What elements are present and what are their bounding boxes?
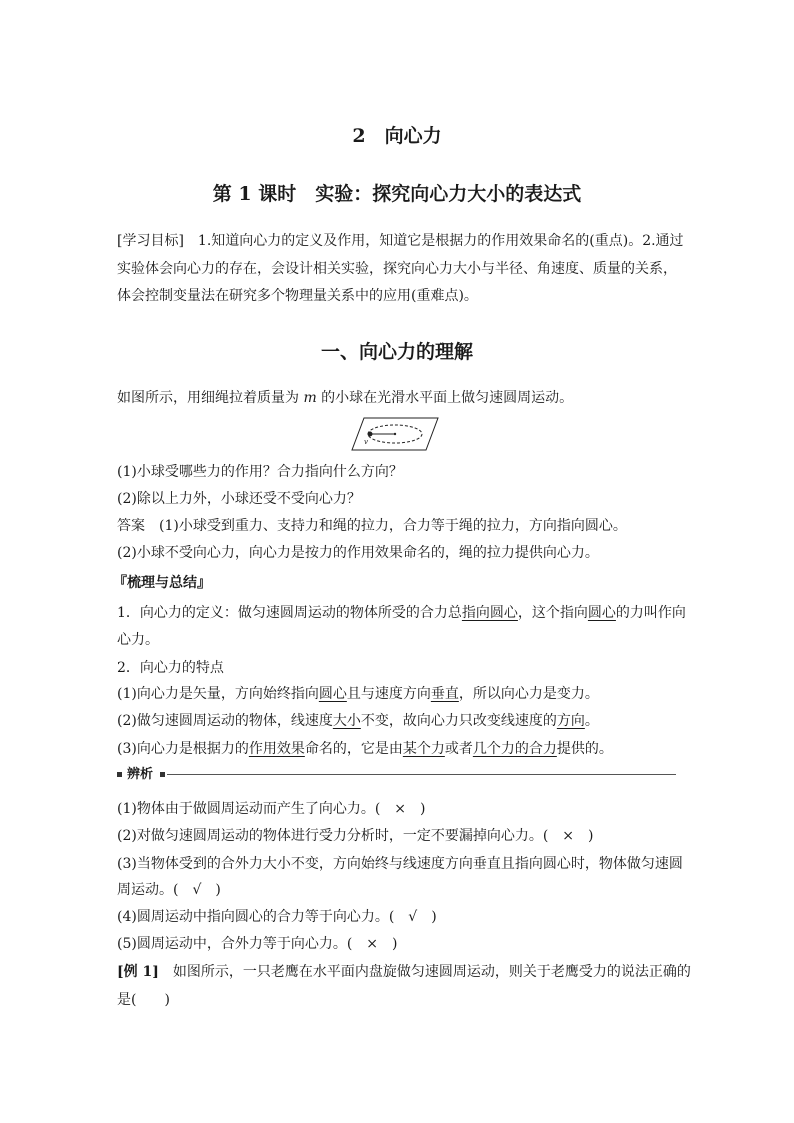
learning-objectives-line-1: [学习目标] 1.知道向心力的定义及作用，知道它是根据力的作用效果命名的(重点)。2.通过 (117, 233, 684, 249)
blank-answer: 圆心 (318, 686, 347, 702)
judge-divider (167, 774, 676, 775)
blank-answer: 大小 (332, 713, 361, 729)
learning-objectives-line-3: 体会控制变量法在研究多个物理量关系中的应用(重难点)。 (117, 288, 478, 304)
intro-text (117, 388, 573, 408)
question-1: (1)小球受哪些力的作用？合力指向什么方向？ (117, 464, 403, 480)
question-2: (2)除以上力外，小球还受不受向心力？ (117, 491, 361, 507)
judge-item-5: (5)圆周运动中，合外力等于向心力。( × ) (117, 936, 398, 952)
section-title: 2 向心力 (352, 125, 442, 147)
example-text: 如图所示，一只老鹰在水平面内盘旋做匀速圆周运动，则关于老鹰受力的说法正确的 (158, 964, 691, 980)
judge-bullet-right (160, 772, 165, 777)
judge-item-3-cont: 周运动。( √ ) (117, 882, 221, 898)
answer-2: (2)小球不受向心力，向心力是按力的作用效果命名的，绳的拉力提供向心力。 (117, 545, 599, 561)
center-point (394, 433, 396, 435)
circular-motion-figure (350, 416, 440, 452)
judge-item-4: (4)圆周运动中指向圆心的合力等于向心力。( √ ) (117, 909, 437, 925)
ball (368, 432, 373, 437)
summary-heading: 『梳理与总结』 (113, 575, 211, 591)
blank-answer: 作用效果 (248, 741, 305, 757)
example-1 (117, 962, 691, 982)
summary-point-4: (2)做匀速圆周运动的物体，线速度大小不变，故向心力只改变线速度的方向。 (117, 713, 599, 729)
summary-point-3: (1)向心力是矢量，方向始终指向圆心且与速度方向垂直，所以向心力是变力。 (117, 686, 599, 702)
learning-objectives-line-2: 实验体会向心力的存在，会设计相关实验，探究向心力大小与半径、角速度、质量的关系， (117, 261, 677, 277)
blank-answer: 圆心 (587, 605, 616, 621)
judge-item-1: (1)物体由于做圆周运动而产生了向心力。( × ) (117, 801, 426, 817)
judge-item-2: (2)对做匀速圆周运动的物体进行受力分析时，一定不要漏掉向心力。( × ) (117, 828, 594, 844)
blank-answer: 方向 (556, 713, 585, 729)
answer-1 (117, 516, 627, 536)
lesson-title: 第 1 课时 实验：探究向心力大小的表达式 (212, 183, 582, 205)
answer-label: 答案 (117, 518, 145, 534)
summary-point-2: 2．向心力的特点 (117, 660, 224, 676)
example-1-cont: 是( ) (117, 992, 170, 1008)
example-label: [例 1] (117, 964, 159, 980)
blank-answer: 垂直 (430, 686, 459, 702)
section-heading: 一、向心力的理解 (320, 341, 473, 363)
intro-text-a: 如图所示，用细绳拉着质量为 (117, 390, 304, 406)
judge-item-3: (3)当物体受到的合外力大小不变，方向始终与线速度方向垂直且指向圆心时，物体做匀速圆 (117, 856, 683, 872)
mass-symbol: m (303, 390, 317, 406)
judge-heading: 辨析 (127, 767, 154, 782)
blank-answer: 指向圆心 (461, 605, 518, 621)
blank-answer: 某个力 (402, 741, 445, 757)
summary-point-1: 1．向心力的定义：做匀速圆周运动的物体所受的合力总指向圆心，这个指向圆心的力叫作向 (117, 605, 686, 621)
summary-point-1-cont: 心力。 (117, 632, 159, 648)
answer-1-text: (1)小球受到重力、支持力和绳的拉力，合力等于绳的拉力，方向指向圆心。 (145, 518, 627, 534)
blank-answer: 几个力的合力 (472, 741, 557, 757)
summary-point-5: (3)向心力是根据力的作用效果命名的，它是由某个力或者几个力的合力提供的。 (117, 741, 613, 757)
intro-text-b: 的小球在光滑水平面上做匀速圆周运动。 (316, 390, 574, 406)
judge-bullet-left (117, 772, 122, 777)
velocity-label: v (364, 438, 368, 446)
